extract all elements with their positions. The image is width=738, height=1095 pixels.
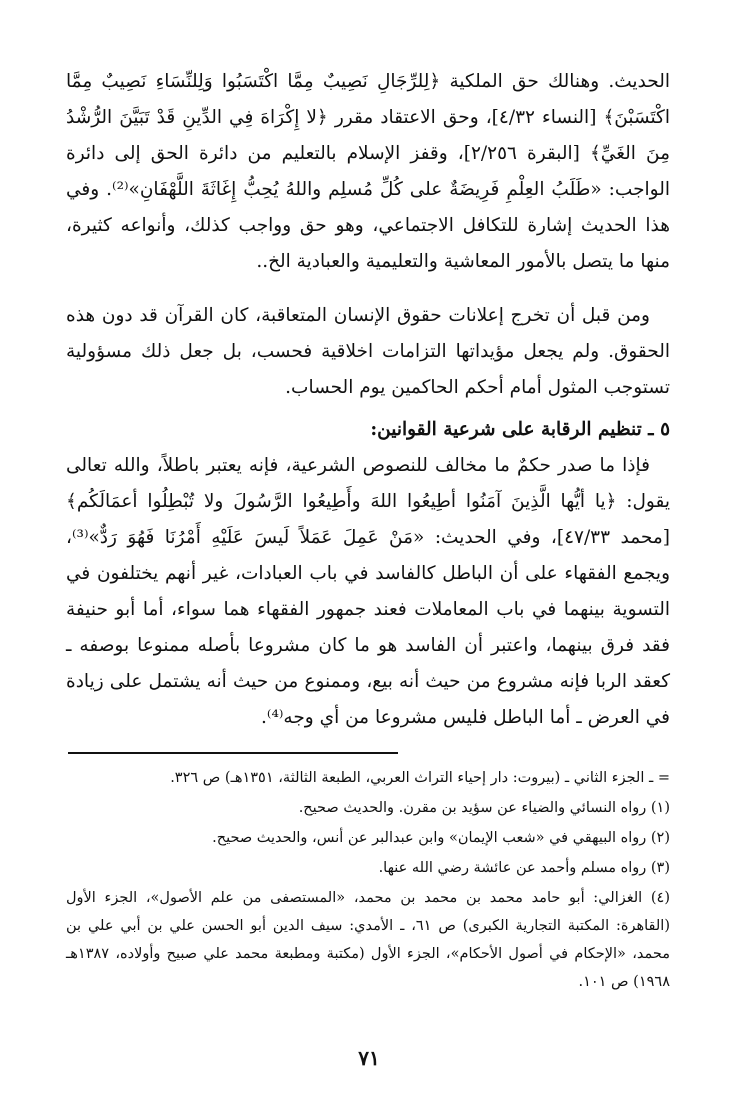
paragraph-rights: الحديث. وهنالك حق الملكية ﴿لِلرِّجَالِ نَصِيبٌ مِمَّا اكْتَسَبُوا وَلِلنِّسَاءِ نَصِيبٌ مِمَّا اكْتَسَبْنَ﴾ [النساء ٤/٣٢]، وحق الاعتقاد مقرر ﴿لا إِكْرَاهَ فِي الدِّينِ قَدْ تَبَيَّنَ الرُّشْدُ مِنَ الغَيِّ﴾ [البقرة ٢/٢٥٦]، وقفز الإسلام بالتعليم من دائرة الحق إلى دائرة الواجب: «طَلَبُ العِلْمِ فَرِيضَةٌ على كُلِّ مُسلِم واللهُ يُحِبُّ إِغَاثَةَ اللَّهْفَانِ»⁽²⁾. وفي هذا الحديث إشارة للتكافل الاجتماعي، وهو حق وواجب كذلك، وأنواعه كثيرة، منها ما يتصل بالأمور المعاشية والتعليمية والعبادية الخ.. [66, 71, 670, 272]
paragraph-quran-rights: ومن قبل أن تخرج إعلانات حقوق الإنسان المتعاقبة، كان القرآن قد دون هذه الحقوق. ولم يجعل مؤيداتها التزامات اخلاقية فحسب، بل جعل ذلك مسؤولية تستوجب المثول أمام أحكم الحاكمين يوم الحساب. [66, 305, 670, 398]
page-number: ٧١ [358, 1046, 380, 1070]
footnote-continuation: = ـ الجزء الثاني ـ (بيروت: دار إحياء التراث العربي، الطبعة الثالثة، ١٣٥١هـ) ص ٣٢٦. [170, 770, 670, 786]
main-text [66, 64, 670, 736]
footnote-divider [68, 752, 398, 754]
section-heading: ٥ ـ تنظيم الرقابة على شرعية القوانين: [370, 419, 670, 440]
footnote-3: (٣) رواه مسلم وأحمد عن عائشة رضي الله عنها. [378, 860, 670, 876]
footnote-1: (١) رواه النسائي والضياء عن سؤيد بن مقرن. والحديث صحيح. [298, 800, 670, 816]
footnote-2: (٢) رواه البيهقي في «شعب الإيمان» وابن عبدالبر عن أنس، والحديث صحيح. [212, 830, 670, 846]
paragraph-legality: فإذا ما صدر حكمٌ ما مخالف للنصوص الشرعية، فإنه يعتبر باطلاً، والله تعالى يقول: ﴿يا أيُّها الَّذِينَ آمَنُوا أطِيعُوا اللهَ وأَطِيعُوا الرَّسُولَ ولا تُبْطِلُوا أعمَالَكُم﴾ [محمد ٤٧/٣٣]، وفي الحديث: «مَنْ عَمِلَ عَمَلاً لَيسَ عَلَيْهِ أَمْرُنَا فَهُوَ رَدٌّ»⁽³⁾، ويجمع الفقهاء على أن الباطل كالفاسد في باب العبادات، غير أنهم يختلفون في التسوية بينهما في باب المعاملات فعند جمهور الفقهاء هما سواء، أما أبو حنيفة فقد فرق بينهما، واعتبر أن الفاسد هو ما كان مشروعا بأصله ممنوعا بوصفه ـ كعقد الربا فإنه مشروع من حيث أنه بيع، وممنوع من حيث أنه يشتمل على زيادة في العرض ـ أما الباطل فليس مشروعا من أي وجه⁽⁴⁾. [66, 455, 670, 728]
footnote-4: (٤) الغزالي: أبو حامد محمد بن محمد بن محمد، «المستصفى من علم الأصول»، الجزء الأول (القاهرة: المكتبة التجارية الكبرى) ص ٦١، ـ الأمدي: سيف الدين أبو الحسن علي بن أبي علي بن محمد، «الإحكام في أصول الأحكام»، الجزء الأول (مكتبة ومطبعة محمد علي صبيح وأولاده، ١٣٨٧هـ ١٩٦٨) ص ١٠١. [66, 890, 670, 990]
footnotes [66, 764, 670, 996]
